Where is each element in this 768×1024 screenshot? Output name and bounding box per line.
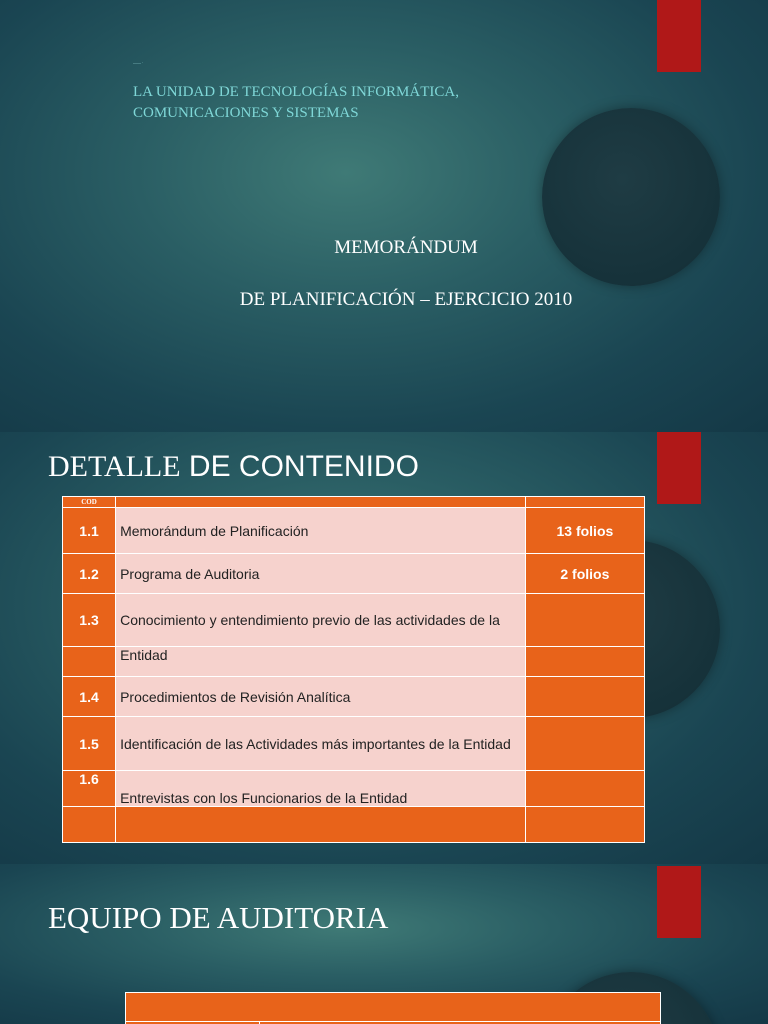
table-row bbox=[63, 771, 645, 807]
organization-title-line1: LA UNIDAD DE TECNOLOGÍAS INFORMÁTICA, bbox=[133, 84, 459, 100]
row-folios bbox=[525, 717, 644, 771]
decorative-circle bbox=[542, 108, 720, 286]
row-cod: 1.4 bbox=[63, 677, 116, 717]
row-cod: 1.6 bbox=[63, 771, 116, 807]
section-heading bbox=[48, 450, 419, 484]
row-folios bbox=[525, 594, 644, 647]
row-cod: 1.5 bbox=[63, 717, 116, 771]
red-accent-bar bbox=[657, 0, 701, 72]
table-row bbox=[63, 554, 645, 594]
row-folios bbox=[525, 807, 644, 843]
row-cod bbox=[63, 807, 116, 843]
row-cod: 1.1 bbox=[63, 508, 116, 554]
table-row bbox=[63, 677, 645, 717]
table-row bbox=[63, 508, 645, 554]
heading-part-1: DETALLE bbox=[48, 450, 181, 483]
row-desc: Entrevistas con los Funcionarios de la Entidad bbox=[116, 771, 526, 807]
content-table bbox=[62, 496, 645, 843]
row-folios bbox=[525, 647, 644, 677]
memo-title: MEMORÁNDUM bbox=[334, 237, 478, 258]
row-desc: Memorándum de Planificación bbox=[116, 508, 526, 554]
row-cod bbox=[63, 647, 116, 677]
red-accent-bar bbox=[657, 866, 701, 938]
header-desc bbox=[116, 497, 526, 508]
row-folios: 13 folios bbox=[525, 508, 644, 554]
row-cod: 1.3 bbox=[63, 594, 116, 647]
table-row bbox=[63, 594, 645, 647]
section-heading: EQUIPO DE AUDITORIA bbox=[48, 900, 389, 935]
table-header-row bbox=[63, 497, 645, 508]
row-cod: 1.2 bbox=[63, 554, 116, 594]
slide-content-detail bbox=[0, 432, 768, 864]
row-desc: Identificación de las Actividades más importantes de la Entidad bbox=[116, 717, 526, 771]
tiny-caption: —— · bbox=[133, 60, 144, 65]
organization-title bbox=[133, 82, 553, 124]
row-desc: Conocimiento y entendimiento previo de las actividades de la bbox=[116, 594, 526, 647]
table-row bbox=[63, 717, 645, 771]
row-folios bbox=[525, 677, 644, 717]
heading-part-2: DE CONTENIDO bbox=[188, 450, 419, 483]
row-desc: Procedimientos de Revisión Analítica bbox=[116, 677, 526, 717]
table-row bbox=[63, 647, 645, 677]
red-accent-bar bbox=[657, 432, 701, 504]
memo-subtitle: DE PLANIFICACIÓN – EJERCICIO 2010 bbox=[239, 289, 573, 310]
row-folios: 2 folios bbox=[525, 554, 644, 594]
row-folios bbox=[525, 771, 644, 807]
row-desc bbox=[116, 807, 526, 843]
audit-team-table bbox=[125, 992, 661, 1024]
row-desc: Entidad bbox=[116, 647, 526, 677]
slide-audit-team bbox=[0, 864, 768, 1024]
header-cod: COD bbox=[63, 497, 116, 508]
header-folios bbox=[525, 497, 644, 508]
slide-title bbox=[0, 0, 768, 432]
table-divider bbox=[126, 1021, 660, 1022]
table-row-empty bbox=[63, 807, 645, 843]
row-desc: Programa de Auditoria bbox=[116, 554, 526, 594]
organization-title-line2: COMUNICACIONES Y SISTEMAS bbox=[133, 105, 359, 121]
